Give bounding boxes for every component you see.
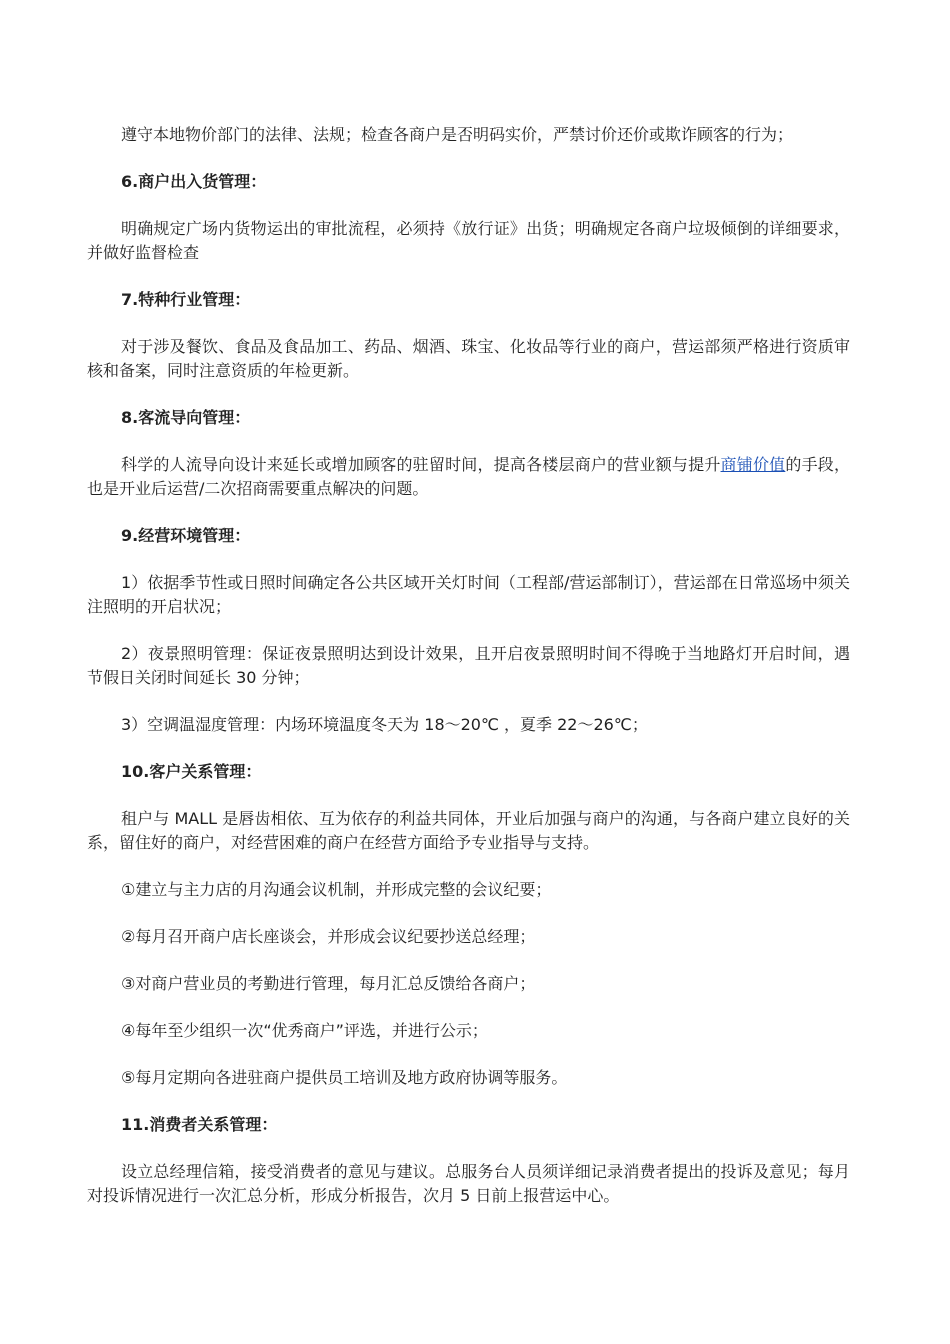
paragraph-consumer-relations: 设立总经理信箱，接受消费者的意见与建议。总服务台人员须详细记录消费者提出的投诉及意见；每月对投诉情况进行一次汇总分析，形成分析报告，次月 5 日前上报营运中心。 [87, 1162, 850, 1205]
heading-goods-in-out: 6.商户出入货管理： [121, 172, 267, 191]
paragraph-customer-flow-text-end: 的手段，也是开业后运营/二次招商需要重点解决的问题。 [87, 455, 850, 498]
paragraph-special-industry: 对于涉及餐饮、食品及食品加工、药品、烟酒、珠宝、化妆品等行业的商户，营运部须严格进行资质审核和备案，同时注意资质的年检更新。 [87, 337, 850, 380]
shop-value-link[interactable]: 商铺价值 [720, 455, 786, 474]
list-item-attendance: ③对商户营业员的考勤进行管理，每月汇总反馈给各商户； [121, 974, 536, 993]
list-item-excellent-merchant: ④每年至少组织一次“优秀商户”评选，并进行公示； [121, 1021, 488, 1040]
paragraph-goods-in-out: 明确规定广场内货物运出的审批流程，必须持《放行证》出货；明确规定各商户垃圾倾倒的详细要求，并做好监督检查 [87, 219, 850, 262]
heading-business-environment: 9.经营环境管理： [121, 526, 251, 545]
paragraph-customer-flow [87, 453, 850, 501]
list-item-training-services: ⑤每月定期向各进驻商户提供员工培训及地方政府协调等服务。 [121, 1068, 568, 1087]
paragraph-customer-relations: 租户与 MALL 是唇齿相依、互为依存的利益共同体，开业后加强与商户的沟通，与各商户建立良好的关系，留住好的商户，对经营困难的商户在经营方面给予专业指导与支持。 [87, 809, 850, 852]
heading-customer-relations: 10.客户关系管理： [121, 762, 262, 781]
paragraph-air-conditioning: 3）空调温湿度管理：内场环境温度冬天为 18～20℃ ，夏季 22～26℃； [121, 715, 648, 734]
paragraph-customer-flow-text-start: 科学的人流导向设计来延长或增加顾客的驻留时间，提高各楼层商户的营业额与提升 [121, 455, 721, 474]
list-item-monthly-meeting: ①建立与主力店的月沟通会议机制，并形成完整的会议纪要； [121, 880, 552, 899]
heading-special-industry: 7.特种行业管理： [121, 290, 251, 309]
heading-customer-flow: 8.客流导向管理： [121, 408, 251, 427]
heading-consumer-relations: 11.消费者关系管理： [121, 1115, 278, 1134]
paragraph-night-lighting: 2）夜景照明管理：保证夜景照明达到设计效果，且开启夜景照明时间不得晚于当地路灯开启时间，遇节假日关闭时间延长 30 分钟； [87, 644, 850, 687]
paragraph-pricing-compliance: 遵守本地物价部门的法律、法规；检查各商户是否明码实价，严禁讨价还价或欺诈顾客的行为； [121, 125, 794, 144]
list-item-store-manager-forum: ②每月召开商户店长座谈会，并形成会议纪要抄送总经理； [121, 927, 536, 946]
paragraph-lighting-schedule: 1）依据季节性或日照时间确定各公共区域开关灯时间（工程部/营运部制订），营运部在日常巡场中须关注照明的开启状况； [87, 573, 850, 616]
